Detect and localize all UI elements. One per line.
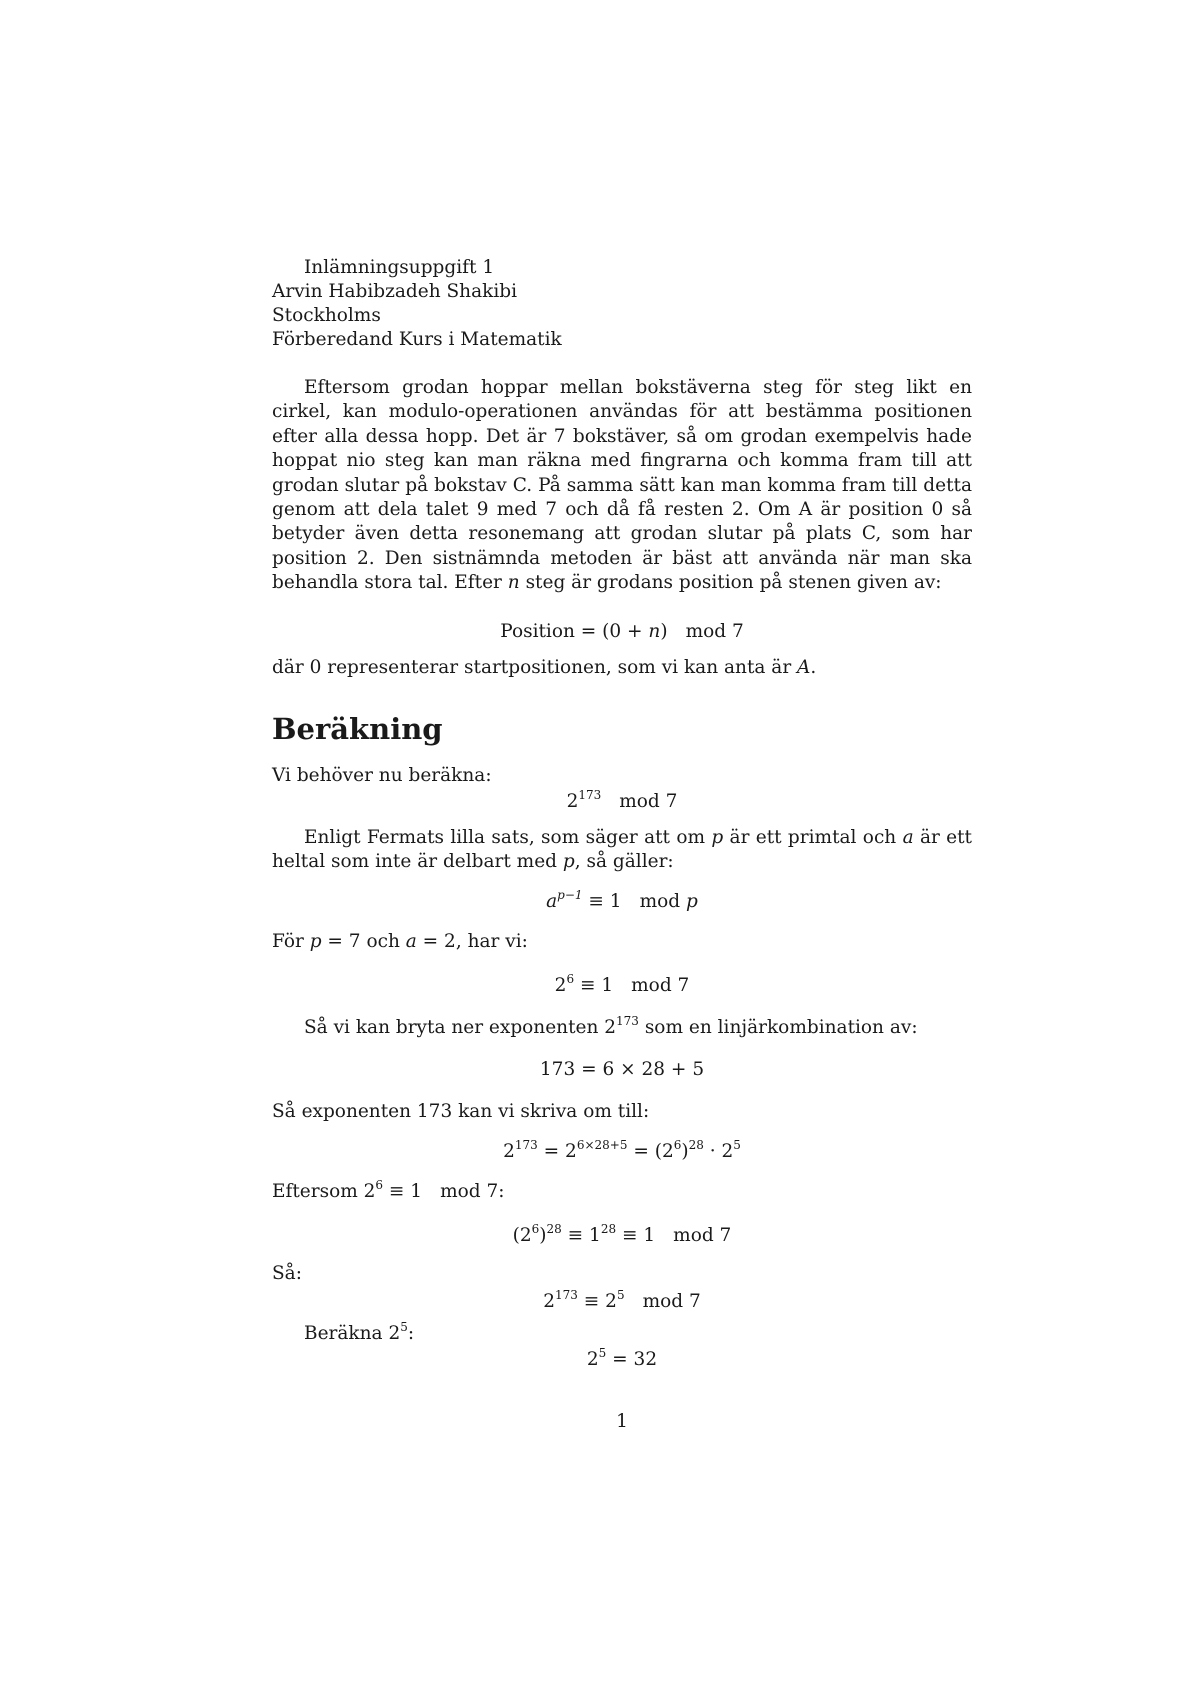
eq5-d-exp: 5 (733, 1138, 741, 1152)
fermat-text-2: är ett primtal och (723, 827, 903, 848)
fermat-a: a (902, 827, 914, 848)
author-name: Arvin Habibzadeh Shakibi (272, 281, 517, 302)
intro-text-end: steg är grodans position på stenen given av: (525, 572, 942, 594)
compute-exp: 5 (400, 1320, 408, 1334)
break-text-1: Så vi kan bryta ner exponenten 2 (304, 1017, 617, 1038)
eq6-d: ≡ 1 (616, 1225, 656, 1246)
intro-var-n: n (507, 572, 520, 594)
eq5-a: 2 (503, 1141, 515, 1162)
eq5-b-exp: 6×28+5 (576, 1138, 628, 1152)
after-equation-text (272, 656, 816, 680)
eq2-rest: ≡ 1 (582, 891, 622, 912)
rewrite-text: Så exponenten 173 kan vi skriva om till: (272, 1101, 650, 1122)
eq6-mod: mod 7 (673, 1225, 732, 1246)
fermat-p: p (711, 827, 724, 848)
intro-paragraph (272, 376, 972, 596)
fermat-paragraph (272, 826, 972, 875)
so-text: Så: (272, 1263, 302, 1284)
fermat-text-1: Enligt Fermats lilla sats, som säger att om (304, 827, 712, 848)
equation-7 (272, 1290, 972, 1314)
eq6-a-exp: 6 (531, 1222, 540, 1236)
eq5-c-exp2: 28 (688, 1138, 704, 1152)
position-equation (272, 620, 972, 644)
since-text-2: ≡ 1 (383, 1181, 423, 1202)
eq-position-lhs: Position = (0 + (500, 621, 649, 642)
eq5-a-exp: 173 (514, 1138, 538, 1152)
need-text: Vi behöver nu beräkna: (272, 765, 492, 786)
eq6-a: (2 (512, 1225, 532, 1246)
compute-text (304, 1322, 414, 1346)
eq2-a: a (546, 891, 558, 912)
break-text (304, 1016, 918, 1040)
since-exp: 6 (375, 1178, 384, 1192)
equation-4: 173 = 6 × 28 + 5 (539, 1059, 705, 1080)
course-name: Förberedand Kurs i Matematik (272, 329, 562, 350)
fermat-p2: p (562, 851, 575, 873)
equation-1 (272, 790, 972, 814)
compute-text-label: Beräkna 2 (304, 1323, 401, 1344)
eq6-b-exp: 28 (546, 1222, 562, 1236)
eq7-b-exp: 5 (616, 1288, 625, 1302)
equation-5 (272, 1140, 972, 1164)
eq1-mod: mod 7 (619, 791, 678, 812)
for-text-3: = 2, har vi: (416, 931, 528, 952)
eq2-p: p (686, 891, 698, 912)
eq7-b: ≡ 2 (577, 1291, 617, 1312)
page-number: 1 (616, 1411, 628, 1432)
equation-3 (272, 974, 972, 998)
for-text-2: = 7 och (321, 931, 406, 952)
eq2-exp: p−1 (557, 888, 583, 902)
break-text-2: som en linjärkombination av: (638, 1017, 918, 1038)
since-text-1: Eftersom 2 (272, 1181, 376, 1202)
eq6-c: ≡ 1 (561, 1225, 601, 1246)
eq3-rest: ≡ 1 (574, 975, 614, 996)
equation-2 (272, 890, 972, 914)
eq1-base: 2 (566, 791, 579, 812)
for-text-1: För (272, 931, 310, 952)
eq5-b: = 2 (537, 1141, 577, 1162)
eq3-base: 2 (554, 975, 567, 996)
eq-position-rhs: ) (660, 621, 668, 642)
eq3-mod: mod 7 (631, 975, 690, 996)
after-eq-var: A (797, 657, 811, 678)
equation-6 (272, 1224, 972, 1248)
section-heading: Beräkning (272, 712, 443, 746)
eq1-exp: 173 (578, 788, 602, 802)
equation-8 (272, 1348, 972, 1372)
eq6-c-exp: 28 (600, 1222, 617, 1236)
eq8-a-exp: 5 (598, 1346, 607, 1360)
fermat-text-4: , så gäller: (574, 851, 674, 873)
after-eq-text: där 0 representerar startpositionen, som vi kan anta är (272, 657, 798, 678)
eq8-b: = 32 (606, 1349, 658, 1370)
eq2-mod: mod (639, 891, 686, 912)
eq5-c: = (2 (627, 1141, 674, 1162)
eq5-c-exp1: 6 (673, 1138, 682, 1152)
eq7-mod: mod 7 (642, 1291, 701, 1312)
place-name: Stockholms (272, 305, 381, 326)
assignment-title: Inlämningsuppgift 1 (304, 257, 495, 278)
since-mod: mod 7: (440, 1181, 505, 1202)
eq5-d: · 2 (703, 1141, 734, 1162)
for-p: p (309, 931, 322, 952)
fermat-text-3: är ett heltal som inte är delbart med (272, 827, 972, 873)
since-text (272, 1180, 505, 1204)
eq5-c2: ) (681, 1141, 689, 1162)
after-eq-end: . (810, 657, 817, 678)
eq-position-mod: mod 7 (685, 621, 744, 642)
eq3-exp: 6 (566, 972, 575, 986)
eq7-a: 2 (543, 1291, 555, 1312)
break-exp: 173 (616, 1014, 639, 1028)
for-text (272, 930, 528, 954)
eq6-b: ) (539, 1225, 547, 1246)
eq8-a: 2 (586, 1349, 599, 1370)
intro-text: Eftersom grodan hoppar mellan bokstäverna steg för steg likt en cirkel, kan modulo-operationen användas för att bestämma positionen efter alla dessa hopp. Det är 7 bokstäver, så om grodan exempelvis hade hoppat nio steg kan man räkna med fingrarna och komma fram till att grodan slutar på bokstav C. På samma sätt kan man komma fram till detta genom att dela talet 9 med 7 och då få resten 2. Om A är position 0 så betyder även detta resonemang att grodan slutar på plats C, som har position 2. Den sistnämnda metoden är bäst att använda när man ska behandla stora tal. Efter (272, 377, 972, 594)
eq7-a-exp: 173 (555, 1288, 578, 1302)
for-a: a (405, 931, 417, 952)
eq-position-var: n (648, 621, 661, 642)
compute-colon: : (407, 1323, 415, 1344)
